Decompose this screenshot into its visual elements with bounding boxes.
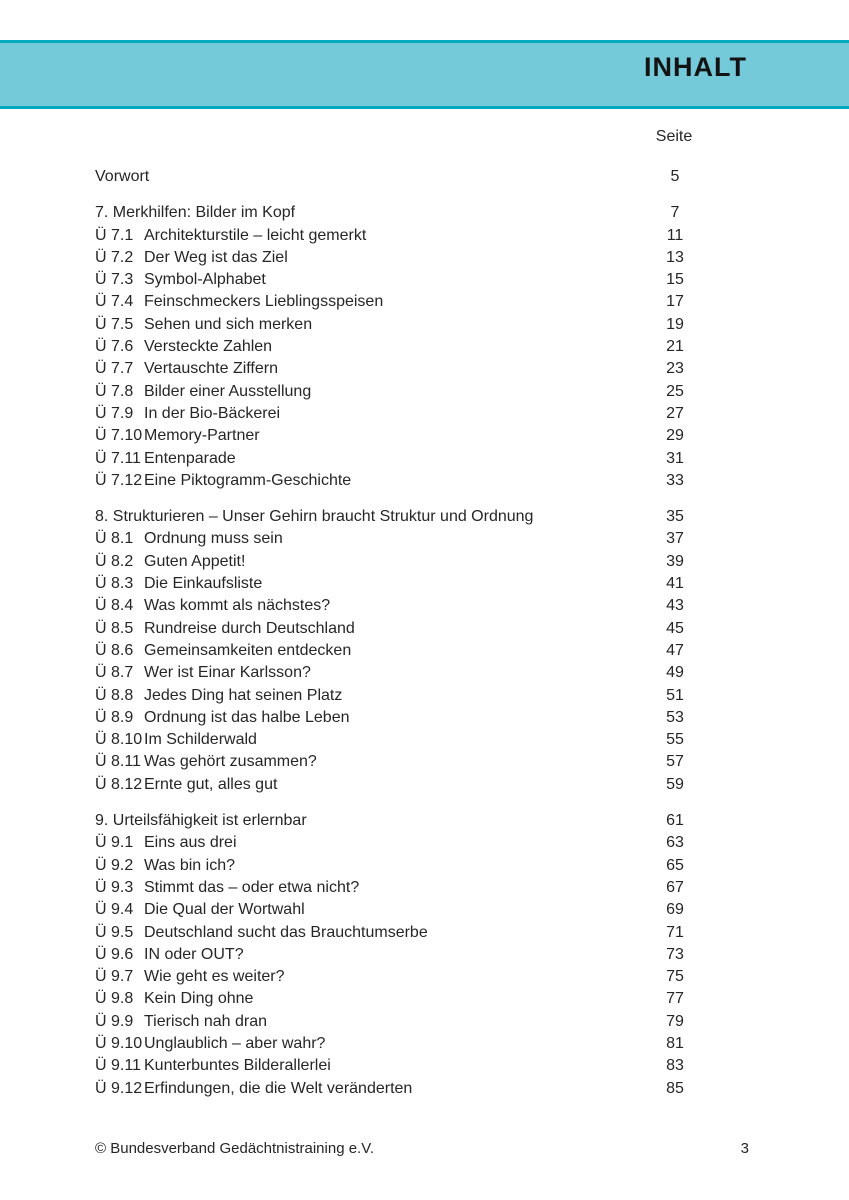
toc-entry-number: Ü 9.2 bbox=[95, 856, 134, 874]
toc-entry-title: Erfindungen, die die Welt veränderten bbox=[144, 1079, 413, 1097]
toc-entry-page: 71 bbox=[666, 923, 684, 941]
toc-entry-title: 7. Merkhilfen: Bilder im Kopf bbox=[95, 204, 296, 222]
toc-row bbox=[95, 810, 695, 832]
toc-row bbox=[95, 1011, 695, 1033]
toc-entry-page: 59 bbox=[666, 775, 684, 793]
footer-copyright: © Bundesverband Gedächtnistraining e.V. bbox=[95, 1140, 375, 1157]
toc-entry-title: Architekturstile – leicht gemerkt bbox=[144, 226, 367, 244]
toc-section bbox=[95, 202, 695, 492]
toc-entry-title: Wie geht es weiter? bbox=[144, 968, 285, 986]
toc-entry-page: 21 bbox=[666, 338, 684, 356]
toc-entry-page: 43 bbox=[666, 597, 684, 615]
toc-entry-title: Memory-Partner bbox=[144, 427, 260, 445]
toc-entry-page: 77 bbox=[666, 990, 684, 1008]
toc-entry-page: 29 bbox=[666, 427, 684, 445]
toc-entry-page: 33 bbox=[666, 471, 684, 489]
toc-entry-number: Ü 9.4 bbox=[95, 901, 134, 919]
toc-row bbox=[95, 381, 695, 403]
toc-entry-page: 51 bbox=[666, 686, 684, 704]
toc-row bbox=[95, 269, 695, 291]
toc-entry-number: Ü 8.9 bbox=[95, 708, 134, 726]
toc-entry-page: 39 bbox=[666, 552, 684, 570]
toc-entry-page: 63 bbox=[666, 834, 684, 852]
toc-row bbox=[95, 247, 695, 269]
toc-entry-number: Ü 8.1 bbox=[95, 530, 134, 548]
toc-entry-title: Was kommt als nächstes? bbox=[144, 597, 331, 615]
toc-entry-page: 85 bbox=[666, 1079, 684, 1097]
toc-row bbox=[95, 425, 695, 447]
toc-entry-title: Guten Appetit! bbox=[144, 552, 246, 570]
toc-entry-title: In der Bio-Bäckerei bbox=[144, 404, 281, 422]
toc-entry-number: Ü 7.3 bbox=[95, 271, 134, 289]
toc-entry-title: Tierisch nah dran bbox=[144, 1012, 268, 1030]
toc-row bbox=[95, 729, 695, 751]
toc-row bbox=[95, 640, 695, 662]
toc-entry-title: Wer ist Einar Karlsson? bbox=[144, 664, 311, 682]
toc-entry-number: Ü 8.11 bbox=[95, 753, 141, 771]
page-title: INHALT bbox=[644, 52, 747, 82]
toc-entry-number: Ü 7.9 bbox=[95, 404, 134, 422]
toc-entry-page: 83 bbox=[666, 1057, 684, 1075]
toc-row bbox=[95, 1033, 695, 1055]
toc-entry-page: 27 bbox=[666, 404, 684, 422]
toc-row bbox=[95, 618, 695, 640]
toc-entry-page: 53 bbox=[666, 708, 684, 726]
toc-row bbox=[95, 528, 695, 550]
toc-entry-page: 41 bbox=[666, 575, 684, 593]
toc-entry-number: Ü 9.8 bbox=[95, 990, 134, 1008]
toc-entry-page: 65 bbox=[666, 856, 684, 874]
toc-entry-number: Ü 8.5 bbox=[95, 619, 134, 637]
toc-entry-number: Ü 9.9 bbox=[95, 1012, 134, 1030]
toc-entry-number: Ü 7.10 bbox=[95, 427, 143, 445]
toc-row bbox=[95, 966, 695, 988]
toc-row bbox=[95, 899, 695, 921]
footer-page-number: 3 bbox=[740, 1140, 749, 1157]
toc-section bbox=[95, 506, 695, 796]
toc-entry-title: Symbol-Alphabet bbox=[144, 271, 266, 289]
toc-row bbox=[95, 291, 695, 313]
toc-entry-page: 55 bbox=[666, 731, 684, 749]
toc-entry-page: 15 bbox=[666, 271, 684, 289]
toc-entry-title: Vorwort bbox=[95, 168, 150, 185]
toc-entry-page: 73 bbox=[666, 945, 684, 963]
toc-row bbox=[95, 202, 695, 224]
toc-row bbox=[95, 448, 695, 470]
toc-row bbox=[95, 551, 695, 573]
page-footer bbox=[95, 1140, 749, 1157]
toc-row bbox=[95, 1055, 695, 1077]
toc-entry-title: Vertauschte Ziffern bbox=[144, 360, 278, 378]
toc-entry-page: 11 bbox=[666, 226, 684, 244]
toc-entry-number: Ü 7.4 bbox=[95, 293, 134, 311]
toc-row bbox=[95, 877, 695, 899]
toc-row bbox=[95, 573, 695, 595]
toc-section bbox=[95, 166, 695, 188]
toc-row bbox=[95, 506, 695, 528]
toc-entry-title: Die Qual der Wortwahl bbox=[144, 901, 305, 919]
toc-entry-number: Ü 7.12 bbox=[95, 471, 143, 489]
toc-row bbox=[95, 922, 695, 944]
toc-entry-number: Ü 8.4 bbox=[95, 597, 134, 615]
toc-list bbox=[95, 166, 695, 1100]
toc-row bbox=[95, 662, 695, 684]
toc-entry-page: 61 bbox=[666, 812, 684, 830]
toc-entry-number: Ü 9.3 bbox=[95, 878, 134, 896]
toc-entry-number: Ü 7.1 bbox=[95, 226, 134, 244]
toc-entry-number: Ü 7.5 bbox=[95, 315, 134, 333]
toc-entry-number: Ü 8.3 bbox=[95, 575, 134, 593]
toc-entry-title: Stimmt das – oder etwa nicht? bbox=[144, 878, 360, 896]
toc-entry-number: Ü 8.7 bbox=[95, 664, 134, 682]
toc-entry-page: 45 bbox=[666, 619, 684, 637]
toc-entry-page: 5 bbox=[670, 168, 680, 185]
toc-entry-title: Sehen und sich merken bbox=[144, 315, 313, 333]
toc-entry-title: Die Einkaufsliste bbox=[144, 575, 263, 593]
toc-entry-page: 81 bbox=[666, 1034, 684, 1052]
toc-entry-page: 37 bbox=[666, 530, 684, 548]
toc-entry-page: 7 bbox=[670, 204, 680, 222]
toc-entry-title: Entenparade bbox=[144, 449, 236, 467]
toc-row bbox=[95, 1078, 695, 1100]
toc-entry-title: 8. Strukturieren – Unser Gehirn braucht Struktur und Ordnung bbox=[95, 508, 534, 526]
toc-entry-page: 49 bbox=[666, 664, 684, 682]
toc-row bbox=[95, 944, 695, 966]
toc-entry-title: Versteckte Zahlen bbox=[144, 338, 273, 356]
toc-entry-number: Ü 9.7 bbox=[95, 968, 134, 986]
toc-row bbox=[95, 166, 695, 188]
toc-row bbox=[95, 595, 695, 617]
toc-row bbox=[95, 832, 695, 854]
toc-entry-page: 19 bbox=[666, 315, 684, 333]
toc-entry-title: Ernte gut, alles gut bbox=[144, 775, 278, 793]
toc-entry-title: Rundreise durch Deutschland bbox=[144, 619, 355, 637]
toc-entry-number: Ü 9.1 bbox=[95, 834, 134, 852]
toc-entry-number: Ü 8.6 bbox=[95, 641, 134, 659]
toc-entry-title: Der Weg ist das Ziel bbox=[144, 248, 288, 266]
toc-row bbox=[95, 336, 695, 358]
toc-entry-title: Gemeinsamkeiten entdecken bbox=[144, 641, 352, 659]
toc-row bbox=[95, 774, 695, 796]
toc-entry-page: 75 bbox=[666, 968, 684, 986]
toc-entry-page: 23 bbox=[666, 360, 684, 378]
toc-row bbox=[95, 751, 695, 773]
toc-entry-number: Ü 9.6 bbox=[95, 945, 134, 963]
toc-row bbox=[95, 685, 695, 707]
header-bar bbox=[0, 40, 849, 109]
toc-row bbox=[95, 403, 695, 425]
toc-entry-page: 67 bbox=[666, 878, 684, 896]
toc-entry-page: 69 bbox=[666, 901, 684, 919]
toc-entry-number: Ü 8.12 bbox=[95, 775, 143, 793]
toc-entry-title: Kunterbuntes Bilderallerlei bbox=[144, 1057, 331, 1075]
toc-entry-page: 17 bbox=[666, 293, 684, 311]
toc-entry-page: 31 bbox=[666, 449, 684, 467]
toc-entry-title: Ordnung ist das halbe Leben bbox=[144, 708, 350, 726]
toc-entry-title: Kein Ding ohne bbox=[144, 990, 254, 1008]
toc-entry-number: Ü 8.2 bbox=[95, 552, 134, 570]
toc-entry-title: Im Schilderwald bbox=[144, 731, 257, 749]
toc-entry-title: Ordnung muss sein bbox=[144, 530, 283, 548]
toc-entry-page: 47 bbox=[666, 641, 684, 659]
page-column-label: Seite bbox=[655, 128, 693, 145]
toc-entry-number: Ü 8.8 bbox=[95, 686, 134, 704]
toc-entry-title: Deutschland sucht das Brauchtumserbe bbox=[144, 923, 428, 941]
toc-entry-number: Ü 9.10 bbox=[95, 1034, 143, 1052]
toc-row bbox=[95, 988, 695, 1010]
toc-row bbox=[95, 225, 695, 247]
toc-entry-title: IN oder OUT? bbox=[144, 945, 244, 963]
toc-entry-number: Ü 7.11 bbox=[95, 449, 141, 467]
toc-entry-title: Eins aus drei bbox=[144, 834, 237, 852]
toc-row bbox=[95, 358, 695, 380]
toc-entry-title: Bilder einer Ausstellung bbox=[144, 382, 312, 400]
toc-entry-number: Ü 7.7 bbox=[95, 360, 134, 378]
toc-entry-title: Feinschmeckers Lieblingsspeisen bbox=[144, 293, 384, 311]
toc-entry-page: 35 bbox=[666, 508, 684, 526]
toc-row bbox=[95, 855, 695, 877]
toc-entry-title: Jedes Ding hat seinen Platz bbox=[144, 686, 343, 704]
toc-entry-page: 25 bbox=[666, 382, 684, 400]
toc-entry-title: Eine Piktogramm-Geschichte bbox=[144, 471, 352, 489]
toc-entry-title: 9. Urteilsfähigkeit ist erlernbar bbox=[95, 812, 307, 830]
toc-entry-title: Was bin ich? bbox=[144, 856, 235, 874]
toc-row bbox=[95, 470, 695, 492]
toc-entry-number: Ü 9.12 bbox=[95, 1079, 143, 1097]
toc-entry-number: Ü 7.6 bbox=[95, 338, 134, 356]
toc-entry-number: Ü 9.5 bbox=[95, 923, 134, 941]
toc-entry-number: Ü 8.10 bbox=[95, 731, 143, 749]
toc-entry-number: Ü 9.11 bbox=[95, 1057, 141, 1075]
toc-entry-page: 13 bbox=[666, 248, 684, 266]
toc-entry-title: Was gehört zusammen? bbox=[144, 753, 317, 771]
toc-row bbox=[95, 314, 695, 336]
toc-section bbox=[95, 810, 695, 1100]
toc-entry-number: Ü 7.8 bbox=[95, 382, 134, 400]
toc-entry-number: Ü 7.2 bbox=[95, 248, 134, 266]
toc-entry-page: 57 bbox=[666, 753, 684, 771]
toc-row bbox=[95, 707, 695, 729]
toc-entry-title: Unglaublich – aber wahr? bbox=[144, 1034, 326, 1052]
toc-entry-page: 79 bbox=[666, 1012, 684, 1030]
